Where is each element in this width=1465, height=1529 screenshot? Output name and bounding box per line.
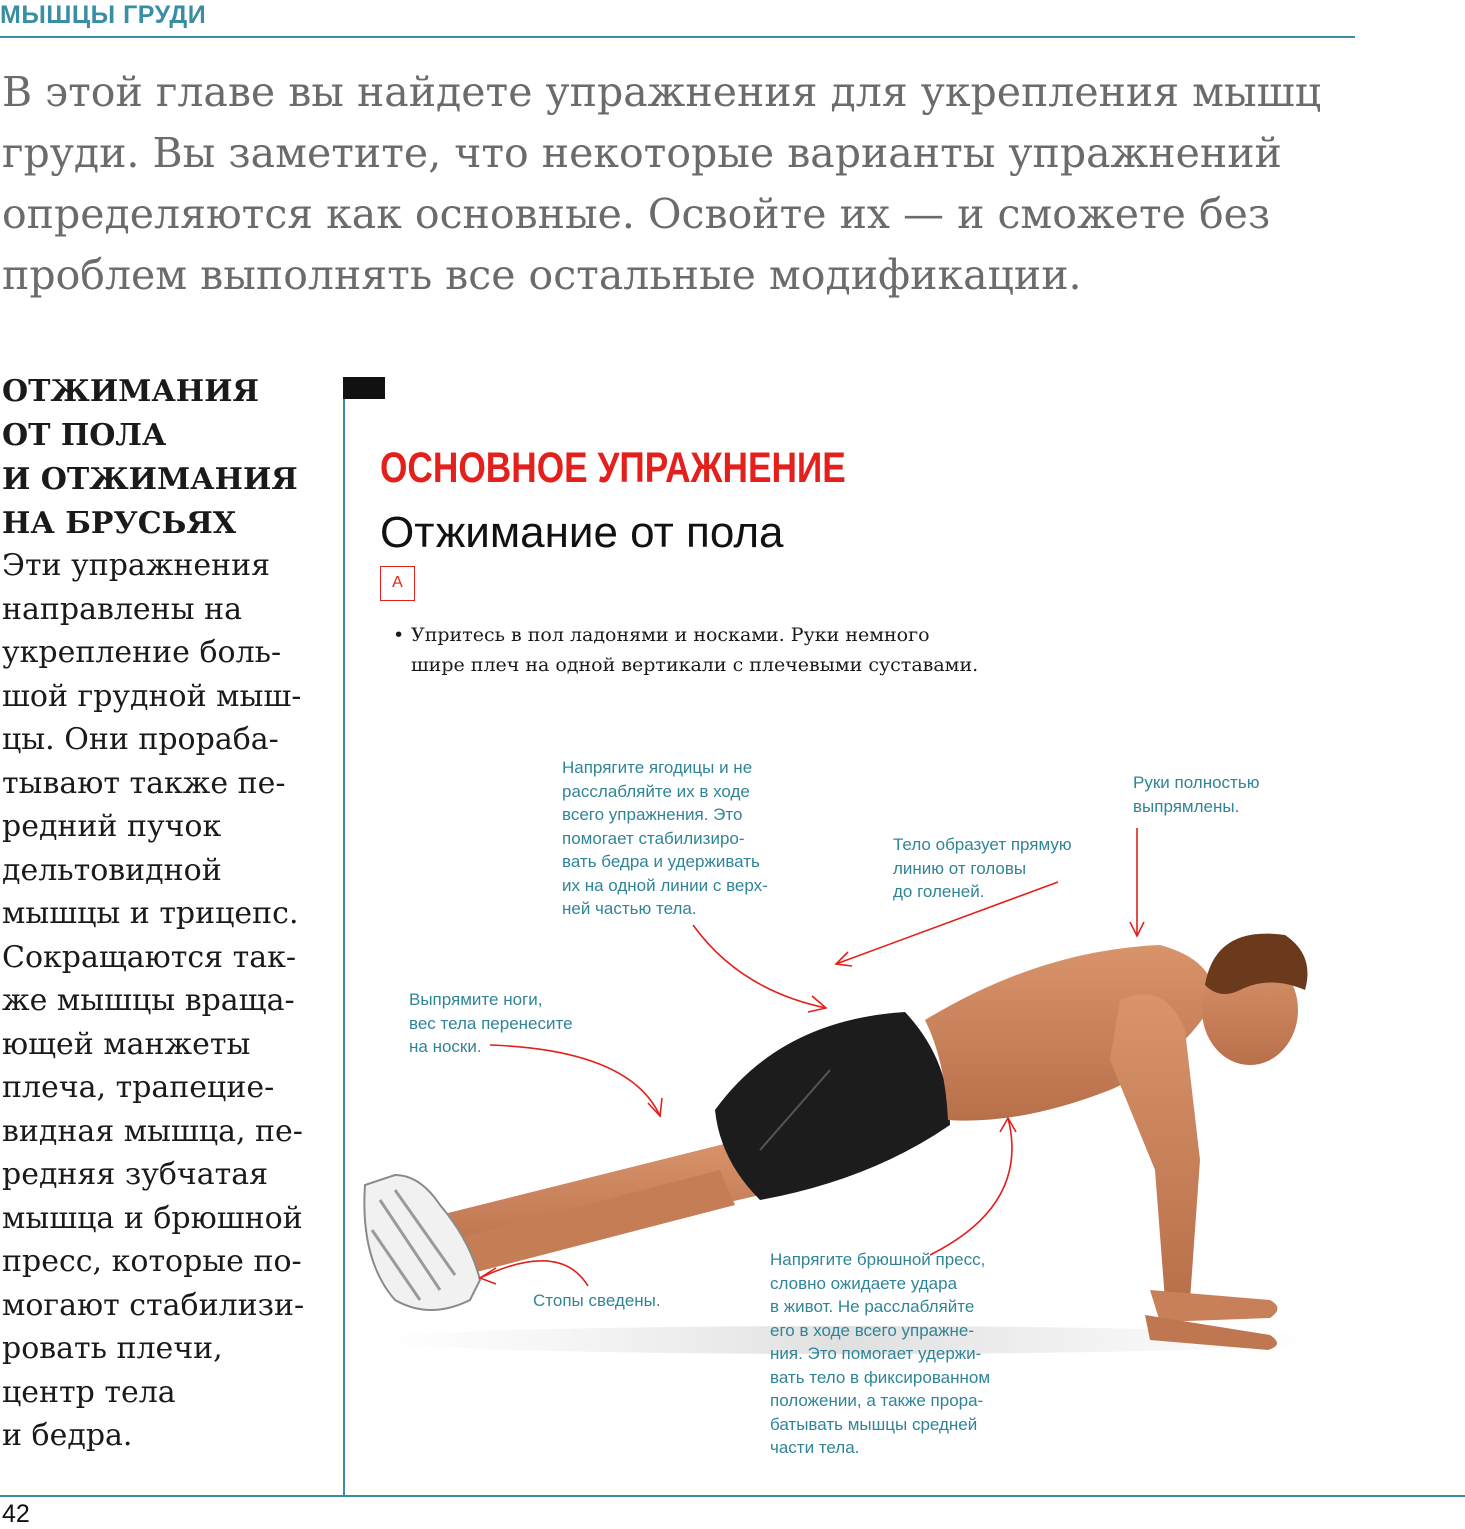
note-line: вать тело в фиксированном xyxy=(770,1367,991,1387)
note-line: части тела. xyxy=(770,1438,860,1457)
section-marker xyxy=(343,377,385,399)
sidebar-body-line: видная мышца, пе- xyxy=(2,1113,303,1149)
note-line: их на одной линии с верх- xyxy=(562,875,768,895)
note-line: вес тела перенесите xyxy=(409,1013,573,1033)
note-line: расслабляйте их в ходе xyxy=(562,781,750,801)
sidebar-body-line: центр тела xyxy=(2,1374,176,1410)
instruction-line: шире плеч на одной вертикали с плечевыми суставами. xyxy=(411,654,979,676)
sidebar-body-line: плеча, трапецие- xyxy=(2,1070,275,1105)
intro-paragraph: В этой главе вы найдете упражнения для укрепления мышц груди. Вы заметите, что некоторые варианты упражнений определяются как основные. Освойте их — и сможете без проблем выполнять все остальные модификации. xyxy=(2,68,1322,299)
note-line: на носки. xyxy=(409,1037,482,1056)
note-line: Тело образует прямую xyxy=(893,835,1072,854)
note-line: батывать мышцы средней xyxy=(770,1414,978,1434)
bottom-rule xyxy=(0,1495,1465,1497)
note-line: Руки полностью xyxy=(1133,773,1260,792)
arrow-feet xyxy=(480,1261,588,1286)
sidebar-body-line: пресс, которые по- xyxy=(2,1244,302,1279)
note-line: помогает стабилизиро- xyxy=(562,828,745,848)
note-line: ней частью тела. xyxy=(562,899,697,918)
note-line: Напрягите брюшной пресс, xyxy=(770,1250,986,1269)
note-line: всего упражнения. Это xyxy=(562,805,743,824)
page-number: 42 xyxy=(2,1500,30,1528)
sidebar-body-line: и бедра. xyxy=(2,1418,133,1453)
note-line: выпрямлены. xyxy=(1133,796,1240,816)
note-legs xyxy=(409,988,629,1059)
sidebar-body-line: тывают также пе- xyxy=(2,765,286,801)
step-label: А xyxy=(380,566,415,601)
sidebar-title-line: ОТ ПОЛА xyxy=(2,418,167,453)
note-line: словно ожидаете удара xyxy=(770,1273,958,1293)
exercise-category: ОСНОВНОЕ УПРАЖНЕНИЕ xyxy=(380,444,846,492)
sidebar-body-line: редний пучок xyxy=(2,809,222,844)
arrow-glutes xyxy=(693,925,826,1008)
running-head: МЫШЦЫ ГРУДИ xyxy=(0,1,207,29)
sidebar-title-line: ОТЖИМАНИЯ xyxy=(2,374,259,409)
note-line: Стопы сведены. xyxy=(533,1291,661,1310)
note-line: линию от головы xyxy=(893,858,1027,878)
sidebar-title xyxy=(2,370,342,546)
note-line: Выпрямите ноги, xyxy=(409,990,543,1009)
note-arms xyxy=(1133,771,1333,818)
sidebar-body-line: мышцы и трицепс. xyxy=(2,896,299,931)
sidebar-body-line: ровать плечи, xyxy=(2,1331,223,1366)
sidebar-body-line: Сокращаются так- xyxy=(2,939,296,975)
arrow-feet-head xyxy=(480,1268,496,1284)
note-glutes xyxy=(562,756,822,921)
note-line: положении, а также прора- xyxy=(770,1391,984,1410)
instruction-bullet xyxy=(393,620,1093,680)
sidebar-body-line: направлены на xyxy=(2,591,242,627)
note-line: его в ходе всего упражне- xyxy=(770,1320,974,1340)
sidebar-body-line: шой грудной мыш- xyxy=(2,678,302,714)
sidebar-body-line: дельтовидной xyxy=(2,852,222,888)
note-feet xyxy=(533,1289,713,1313)
sidebar-body-line: мышца и брюшной xyxy=(2,1200,303,1236)
sidebar-body-line: же мышцы враща- xyxy=(2,983,295,1018)
sidebar-body-line: могают стабилизи- xyxy=(2,1287,305,1323)
bullet-icon: • xyxy=(393,624,405,646)
note-abs xyxy=(770,1248,1060,1460)
sidebar-body xyxy=(2,544,342,1458)
top-rule xyxy=(0,36,1355,38)
sidebar-body-line: Эти упражнения xyxy=(2,548,271,583)
note-line: до голеней. xyxy=(893,882,985,901)
note-line: Напрягите ягодицы и не xyxy=(562,758,753,777)
sidebar-body-line: редняя зубчатая xyxy=(2,1157,269,1192)
sidebar-title-line: И ОТЖИМАНИЯ xyxy=(2,462,298,497)
note-line: вать бедра и удерживать xyxy=(562,852,760,871)
exercise-title: Отжимание от пола xyxy=(380,508,784,557)
sidebar-body-line: цы. Они прораба- xyxy=(2,722,279,757)
note-line: ния. Это помогает удержи- xyxy=(770,1344,982,1363)
instruction-line: Упритесь в пол ладонями и носками. Руки немного xyxy=(411,624,930,646)
arrow-abs xyxy=(930,1118,1012,1255)
sidebar-body-line: ющей манжеты xyxy=(2,1026,251,1062)
sidebar-body-line: укрепление боль- xyxy=(2,635,282,670)
sidebar-title-line: НА БРУСЬЯХ xyxy=(2,506,237,541)
note-line: в живот. Не расслабляйте xyxy=(770,1297,975,1316)
note-body-line xyxy=(893,833,1133,904)
